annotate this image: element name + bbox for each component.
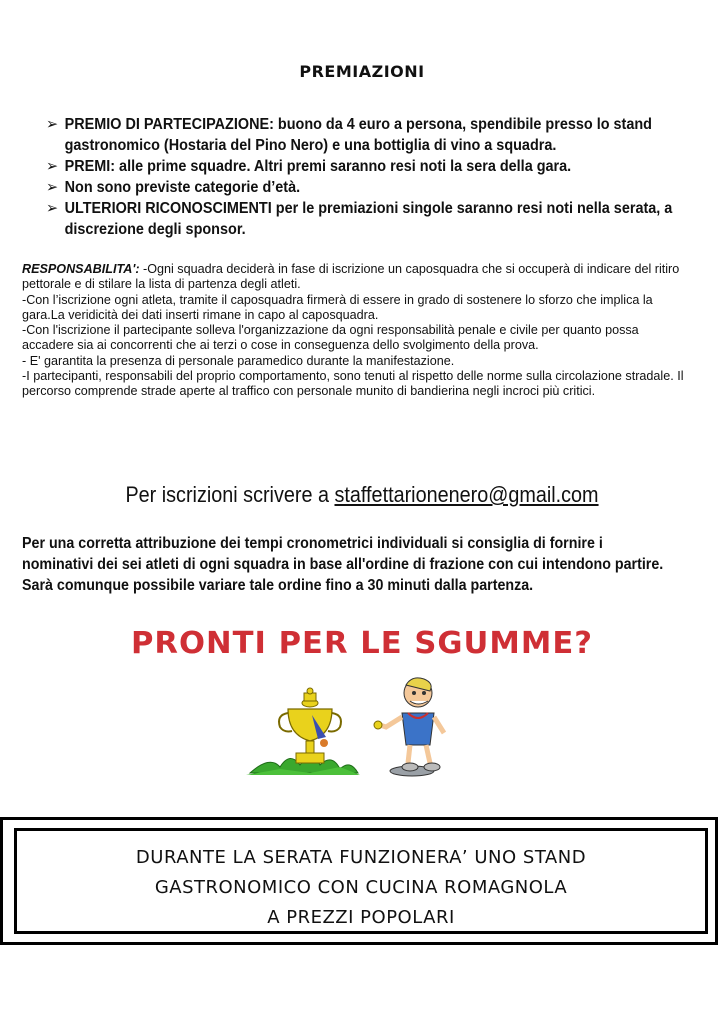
bullet-strong: ULTERIORI RICONOSCIMENTI [64,200,272,217]
list-item [46,177,706,198]
bullet-text: buono da 4 euro a persona, spendibile presso lo stand gastronomico (Hostaria del Pino Nero) e una bottiglia di vino a squadra. [64,116,652,154]
responsibility-paragraph: -Con l’iscrizione ogni atleta, tramite il caposquadra firmerà di essere in grado di sostenere lo sforzo che implica la gara.La veridicità dei dati inserti rimane in capo al caposquadra. [22,292,653,322]
trophy-runner-illustration [240,675,460,793]
stand-line: A PREZZI POPOLARI [267,907,455,928]
responsibility-paragraph: -Con l'iscrizione il partecipante solleva l'organizzazione da ogni responsabilità penale e civile per quanto possa accadere sia ai concorrenti che ai terzi o cose in conseguenza dello svolgimento della prova. [22,323,639,353]
bullet-strong: PREMIO DI PARTECIPAZIONE: [64,116,274,133]
list-item [46,114,706,156]
responsibility-paragraph [22,262,692,293]
list-item [46,198,706,240]
responsibility-paragraph: -I partecipanti, responsabili del proprio comportamento, sono tenuti al rispetto delle norme sulla circolazione stradale. Il percorso comprende strade aperte al traffico con personale munito di bandierina negli incroci più critici. [22,369,684,399]
arrow-bullet-icon: ➢ [46,179,59,196]
stand-line: GASTRONOMICO CON CUCINA ROMAGNOLA [154,877,568,898]
bullet-text: per le premiazioni singole saranno resi noti nella serata, a discrezione degli sponsor. [64,200,673,238]
registration-line [36,482,688,508]
email-link[interactable]: staffettarionenero@gmail.com [334,482,599,507]
stand-announcement [14,843,708,933]
page-title: PREMIAZIONI [299,62,425,81]
bullet-strong: PREMI: [64,158,116,175]
registration-prefix: Per iscrizioni scrivere a [125,482,335,507]
bullet-strong: Non sono previste categorie d’età. [64,179,301,196]
responsibility-section [22,262,692,400]
list-item [46,156,706,177]
responsibility-paragraph: - E' garantita la presenza di personale paramedico durante la manifestazione. [22,353,455,368]
responsibility-text: -Ogni squadra deciderà in fase di iscrizione un caposquadra che si occuperà di indicare del ritiro pettorale e di stilare la lista di partenza degli atleti. [22,262,680,292]
responsibility-lead: RESPONSABILITA': [22,262,140,276]
arrow-bullet-icon: ➢ [46,200,59,217]
arrow-bullet-icon: ➢ [46,158,59,175]
stand-line: DURANTE LA SERATA FUNZIONERA’ UNO STAND [135,847,587,868]
bullet-text: alle prime squadre. Altri premi saranno resi noti la sera della gara. [115,158,572,175]
runner-icon [374,678,444,776]
trophy-icon [279,688,341,763]
arrow-bullet-icon: ➢ [46,116,59,133]
slogan: PRONTI PER LE SGUMME? [130,626,594,661]
prize-list [46,114,686,240]
timing-note: Per una corretta attribuzione dei tempi cronometrici individuali si consiglia di fornire i nominativi dei sei atleti di ogni squadra in base all'ordine di frazione con cui intendono partire. Sarà comunque possibile variare tale ordine fino a 30 minuti dalla partenza. [22,535,664,594]
